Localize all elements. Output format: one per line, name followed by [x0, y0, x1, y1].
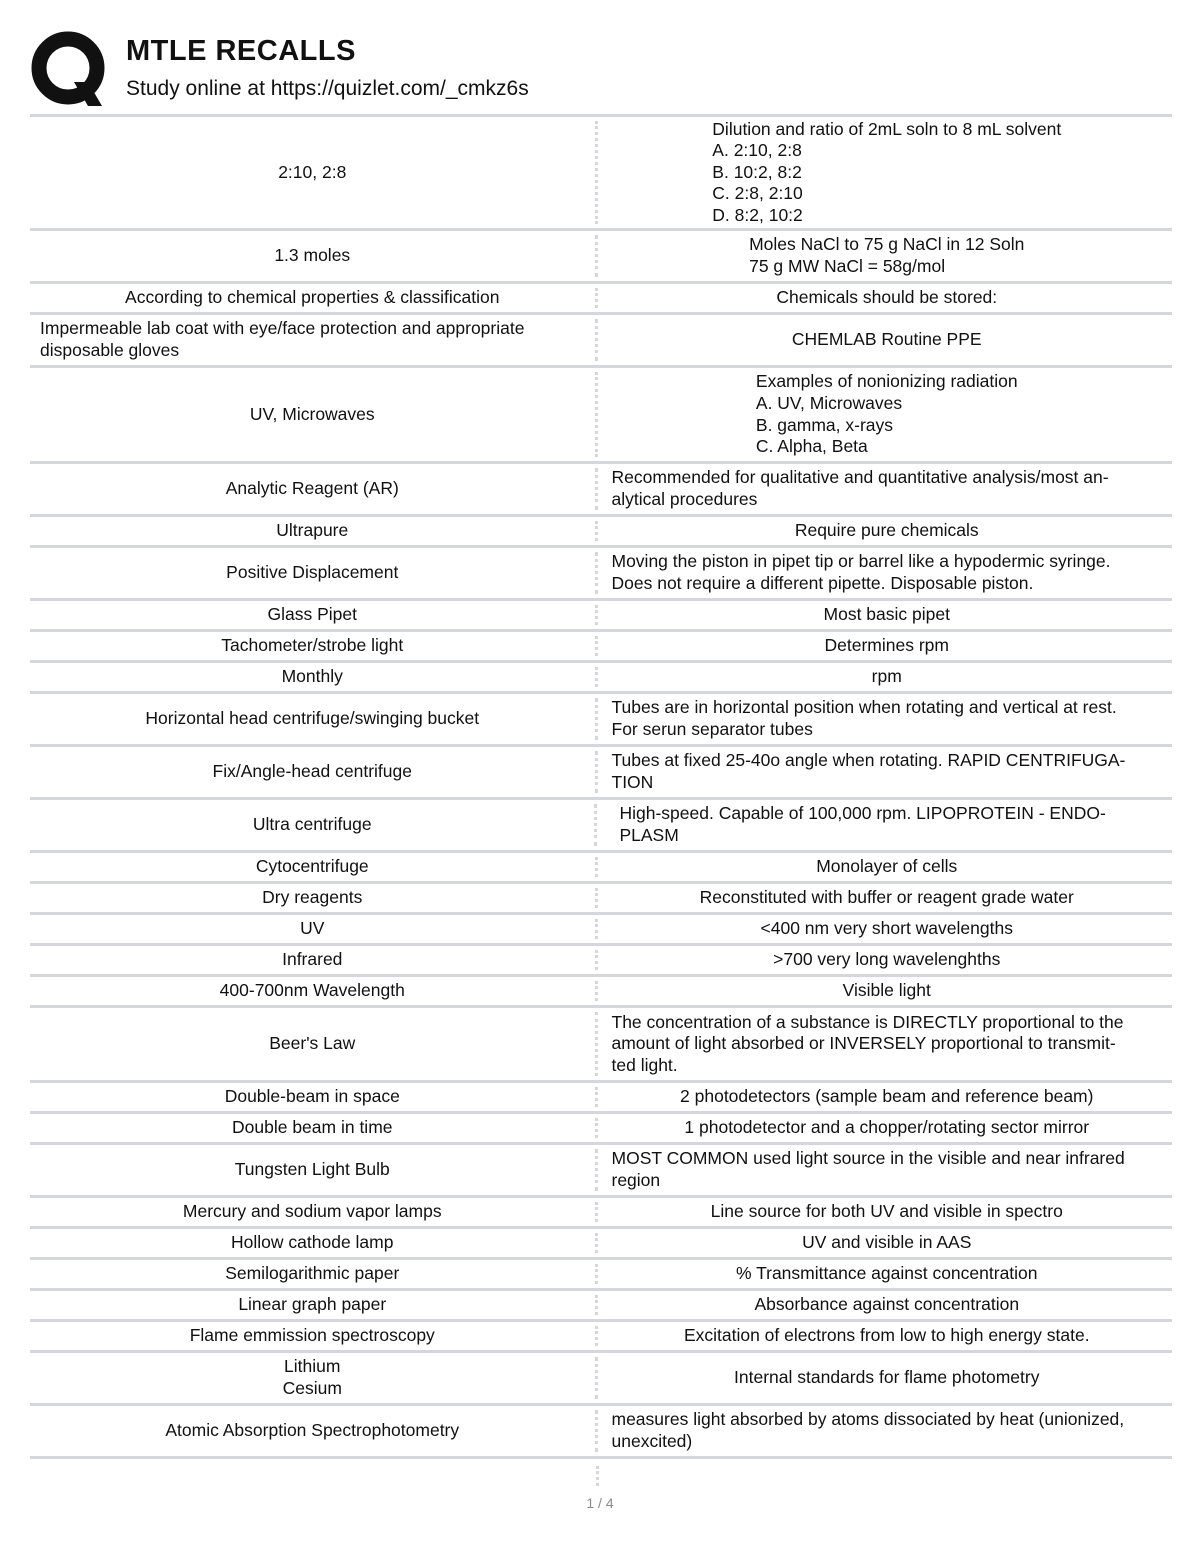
table-row: [30, 231, 1172, 284]
definition-text: MOST COMMON used light source in the visible and near infrared region: [611, 1148, 1125, 1190]
definition-text: High-speed. Capable of 100,000 rpm. LIPOPROTEIN - ENDO- PLASM: [619, 803, 1106, 845]
term-cell: 1.3 moles: [274, 245, 351, 266]
definition-cell: [602, 977, 1173, 1005]
table-row: [30, 946, 1172, 977]
table-row: [30, 1322, 1172, 1353]
definition-cell: [602, 694, 1173, 744]
column-divider: [595, 372, 602, 457]
term-cell: Analytic Reagent (AR): [225, 478, 399, 499]
definition-cell: [602, 1008, 1173, 1080]
column-divider: [595, 667, 602, 687]
term-cell: Mercury and sodium vapor lamps: [182, 1201, 442, 1222]
term-cell: Cytocentrifuge: [255, 856, 369, 877]
table-row: [30, 1353, 1172, 1406]
term-cell: Double beam in time: [232, 1117, 393, 1138]
definition-text: Chemicals should be stored:: [776, 287, 998, 308]
definition-cell: [602, 1114, 1173, 1142]
column-divider: [595, 698, 602, 740]
column-divider: [595, 1326, 602, 1346]
definition-cell: [602, 1353, 1173, 1403]
definition-text: Excitation of electrons from low to high energy state.: [683, 1325, 1090, 1346]
definition-text: Require pure chemicals: [794, 520, 979, 541]
table-row: [30, 632, 1172, 663]
table-row: [30, 1198, 1172, 1229]
column-divider: [595, 1357, 602, 1399]
term-cell: Tachometer/strobe light: [221, 635, 404, 656]
term-cell: UV, Microwaves: [249, 403, 375, 424]
term-cell: Dry reagents: [262, 887, 363, 908]
table-row: [30, 747, 1172, 800]
table-row: [30, 853, 1172, 884]
definition-text: CHEMLAB Routine PPE: [791, 329, 982, 350]
definition-text: The concentration of a substance is DIRECTLY proportional to the amount of light absorbed or INVERSELY proportional to transmit- ted light.: [611, 1011, 1124, 1075]
table-row: [30, 368, 1172, 464]
table-row: [30, 517, 1172, 548]
column-divider: [595, 636, 602, 656]
flashcard-table: [30, 114, 1172, 1459]
definition-text: Internal standards for flame photometry: [734, 1367, 1040, 1388]
term-cell: Beer's Law: [269, 1033, 356, 1054]
term-cell: Linear graph paper: [238, 1294, 387, 1315]
term-cell: 2:10, 2:8: [278, 161, 347, 182]
definition-cell: [602, 632, 1173, 660]
definition-text: Moving the piston in pipet tip or barrel like a hypodermic syringe. Does not require a different pipette. Disposable piston.: [611, 551, 1111, 593]
column-divider: [595, 1233, 602, 1253]
term-cell: Monthly: [281, 666, 343, 687]
definition-cell: [602, 231, 1173, 281]
table-row: [30, 1083, 1172, 1114]
term-cell: Hollow cathode lamp: [231, 1232, 394, 1253]
column-divider: [595, 919, 602, 939]
definition-cell: [602, 464, 1173, 514]
term-cell: Double-beam in space: [224, 1086, 400, 1107]
table-row: [30, 114, 1172, 231]
definition-text: measures light absorbed by atoms dissociated by heat (unionized, unexcited): [611, 1409, 1125, 1451]
definition-cell: [602, 368, 1173, 461]
term-cell: Semilogarithmic paper: [225, 1263, 400, 1284]
definition-cell: [602, 884, 1173, 912]
term-cell: Infrared: [282, 949, 343, 970]
definition-cell: [602, 284, 1173, 312]
term-cell: Flame emmission spectroscopy: [189, 1325, 435, 1346]
table-row: [30, 284, 1172, 315]
column-divider: [595, 888, 602, 908]
column-divider: [596, 1466, 599, 1486]
table-row: [30, 977, 1172, 1008]
column-divider: [595, 857, 602, 877]
column-divider: [595, 1264, 602, 1284]
term-cell: 400-700nm Wavelength: [219, 980, 405, 1001]
page-title: MTLE RECALLS: [126, 35, 356, 67]
term-cell: Ultrapure: [276, 520, 349, 541]
definition-text: Line source for both UV and visible in spectro: [710, 1201, 1063, 1222]
column-divider: [595, 288, 602, 308]
definition-text: Tubes at fixed 25-40o angle when rotating. RAPID CENTRIFUGA- TION: [611, 750, 1126, 792]
definition-cell: [602, 117, 1173, 228]
page-header: [30, 28, 1170, 110]
definition-text: Determines rpm: [824, 635, 949, 656]
column-divider: [595, 468, 602, 510]
definition-cell: [602, 1229, 1173, 1257]
term-cell: Ultra centrifuge: [252, 814, 372, 835]
definition-cell: [602, 915, 1173, 943]
column-divider: [595, 319, 602, 361]
column-divider: [595, 521, 602, 541]
definition-cell: [602, 663, 1173, 691]
term-cell: Atomic Absorption Spectrophotometry: [165, 1420, 460, 1441]
column-divider: [595, 1012, 602, 1076]
definition-text: Recommended for qualitative and quantitative analysis/most an- alytical procedures: [611, 467, 1109, 509]
column-divider: [595, 121, 602, 224]
quizlet-logo-icon: [30, 30, 110, 108]
definition-text: Most basic pipet: [823, 604, 950, 625]
table-row: [30, 1008, 1172, 1083]
table-row: [30, 464, 1172, 517]
column-divider: [595, 605, 602, 625]
column-divider: [595, 1295, 602, 1315]
table-row: [30, 1114, 1172, 1145]
table-row: [30, 315, 1172, 368]
definition-cell: [602, 1145, 1173, 1195]
term-cell: Impermeable lab coat with eye/face protection and appropriate disposable gloves: [40, 318, 525, 360]
definition-text: Monolayer of cells: [816, 856, 958, 877]
definition-cell: [602, 1322, 1173, 1350]
column-divider: [595, 950, 602, 970]
table-row: [30, 1145, 1172, 1198]
definition-text: rpm: [871, 666, 902, 687]
column-divider: [595, 1202, 602, 1222]
term-cell: According to chemical properties & classification: [125, 287, 500, 308]
definition-text: Dilution and ratio of 2mL soln to 8 mL solvent A. 2:10, 2:8 B. 10:2, 8:2 C. 2:8, 2:10 D. 8:2, 10:2: [712, 118, 1062, 225]
definition-cell: [602, 517, 1173, 545]
column-divider: [595, 1149, 602, 1191]
definition-cell: [602, 548, 1173, 598]
definition-cell: [602, 747, 1173, 797]
definition-text: <400 nm very short wavelengths: [760, 918, 1013, 939]
table-row: [30, 694, 1172, 747]
definition-cell: [602, 601, 1173, 629]
column-divider: [595, 552, 602, 594]
definition-cell: [602, 1260, 1173, 1288]
definition-text: UV and visible in AAS: [802, 1232, 972, 1253]
definition-text: Reconstituted with buffer or reagent grade water: [699, 887, 1074, 908]
term-cell: Glass Pipet: [267, 604, 357, 625]
term-cell: UV: [300, 918, 325, 939]
table-row: [30, 1291, 1172, 1322]
definition-cell: [602, 1291, 1173, 1319]
table-row: [30, 800, 1172, 853]
term-cell: Tungsten Light Bulb: [234, 1159, 390, 1180]
column-divider: [595, 981, 602, 1001]
page-number: 1 / 4: [586, 1495, 614, 1511]
column-divider: [595, 1118, 602, 1138]
column-divider: [595, 1087, 602, 1107]
table-row: [30, 663, 1172, 694]
term-cell: Fix/Angle-head centrifuge: [212, 761, 412, 782]
column-divider: [595, 235, 602, 277]
definition-text: Absorbance against concentration: [754, 1294, 1020, 1315]
definition-cell: [601, 800, 1172, 850]
definition-text: % Transmittance against concentration: [735, 1263, 1038, 1284]
definition-cell: [602, 1083, 1173, 1111]
definition-text: Tubes are in horizontal position when rotating and vertical at rest. For serun separator tubes: [611, 697, 1117, 739]
definition-text: Moles NaCl to 75 g NaCl in 12 Soln 75 g MW NaCl = 58g/mol: [749, 234, 1025, 276]
table-row: [30, 1229, 1172, 1260]
definition-text: >700 very long wavelenghths: [773, 949, 1001, 970]
column-divider: [595, 751, 602, 793]
table-row: [30, 1260, 1172, 1291]
table-row: [30, 548, 1172, 601]
term-cell: Horizontal head centrifuge/swinging bucket: [145, 708, 480, 729]
definition-text: 2 photodetectors (sample beam and reference beam): [680, 1086, 1094, 1107]
term-cell: Positive Displacement: [226, 562, 399, 583]
definition-cell: [602, 1198, 1173, 1226]
definition-text: Visible light: [842, 980, 931, 1001]
table-row: [30, 915, 1172, 946]
definition-cell: [602, 946, 1173, 974]
table-row: [30, 884, 1172, 915]
definition-text: Examples of nonionizing radiation A. UV, Microwaves B. gamma, x-rays C. Alpha, Beta: [755, 371, 1018, 457]
table-row: [30, 1406, 1172, 1459]
definition-cell: [602, 853, 1173, 881]
definition-cell: [602, 315, 1173, 365]
page-subtitle: Study online at https://quizlet.com/_cmkz6s: [126, 77, 529, 100]
definition-cell: [602, 1406, 1173, 1456]
column-divider: [594, 804, 601, 846]
column-divider: [595, 1410, 602, 1452]
definition-text: 1 photodetector and a chopper/rotating sector mirror: [684, 1117, 1090, 1138]
term-cell: Lithium Cesium: [282, 1356, 342, 1398]
table-row: [30, 601, 1172, 632]
